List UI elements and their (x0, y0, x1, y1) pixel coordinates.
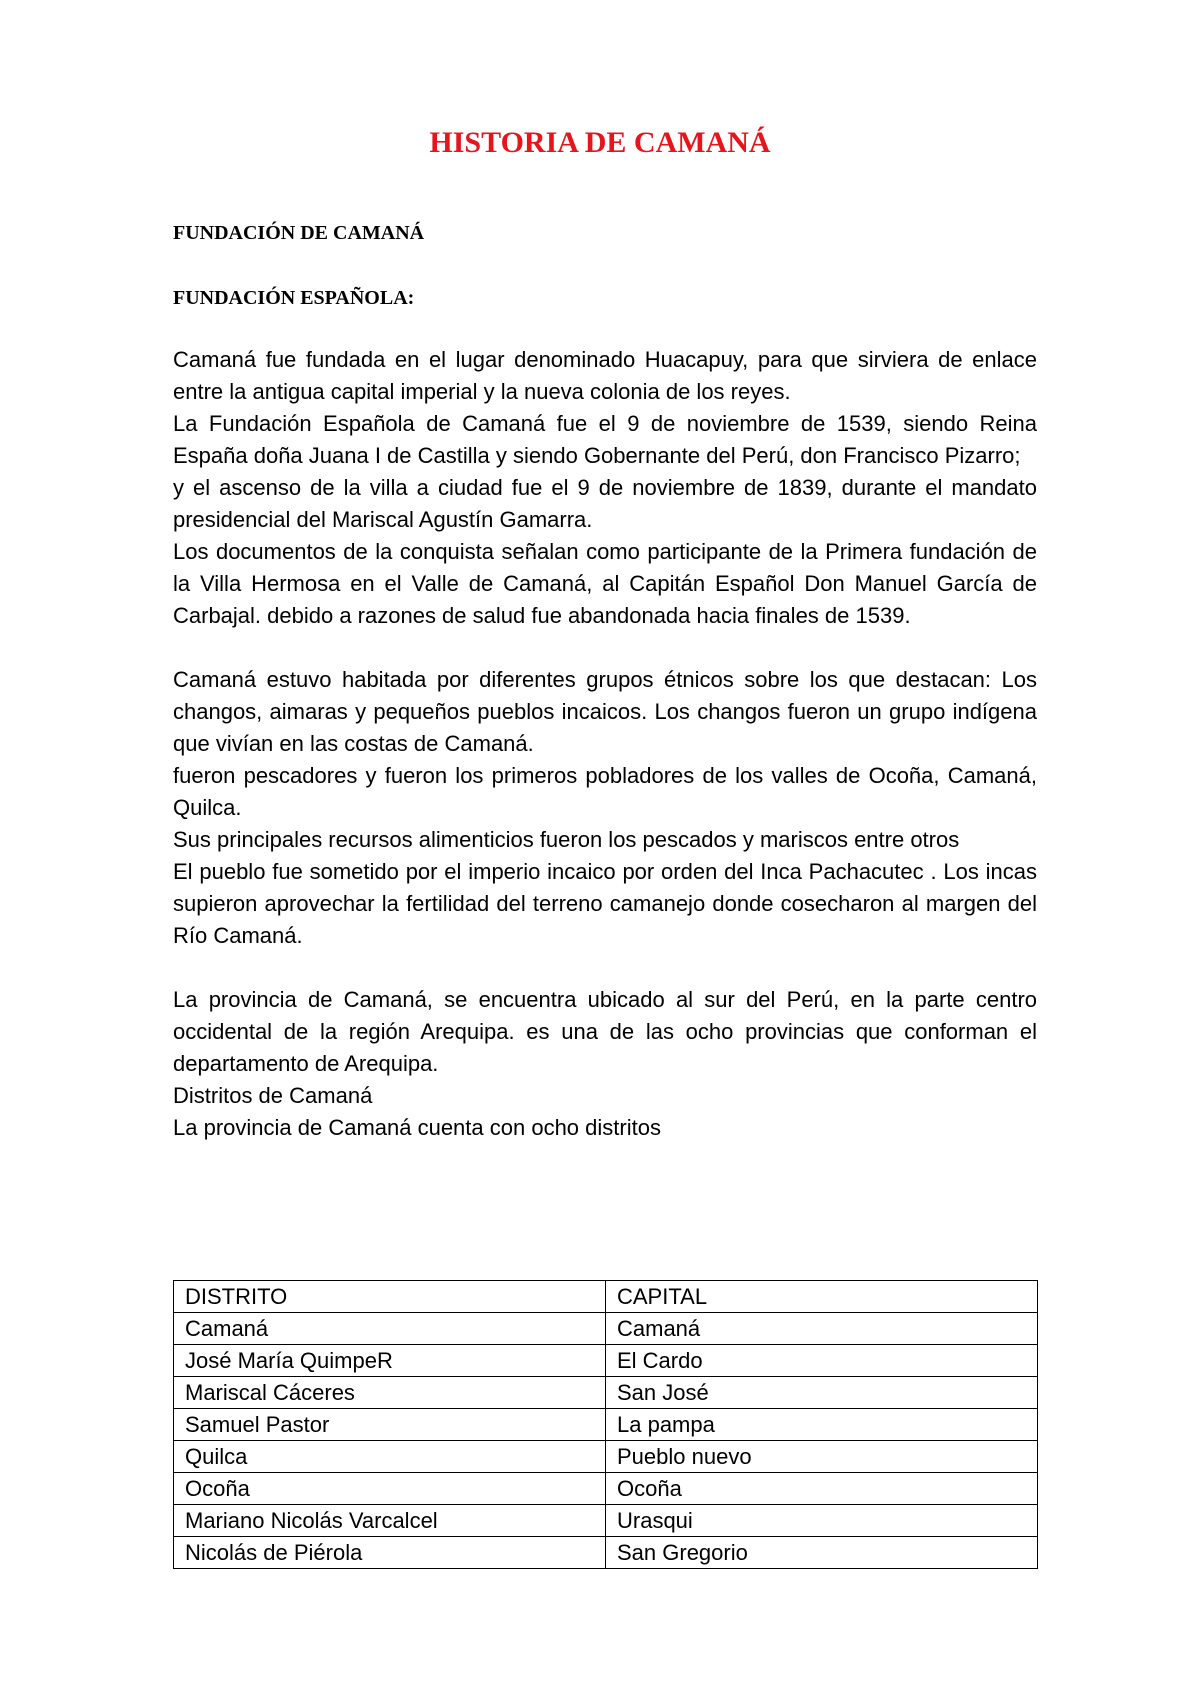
table-cell-distrito: Samuel Pastor (174, 1409, 606, 1441)
table-cell-distrito: Mariscal Cáceres (174, 1377, 606, 1409)
table-cell-distrito: Quilca (174, 1441, 606, 1473)
page-title: HISTORIA DE CAMANÁ (429, 126, 771, 159)
paragraph-distritos-title: Distritos de Camaná (173, 1083, 373, 1108)
table-cell-distrito: Mariano Nicolás Varcalcel (174, 1505, 606, 1537)
paragraph-huacapuy: Camaná fue fundada en el lugar denominado Huacapuy, para que sirviera de enlace entre la antigua capital imperial y la nueva colonia de los reyes. (173, 347, 1037, 404)
table-header-capital: CAPITAL (606, 1281, 1038, 1313)
table-cell-distrito: Ocoña (174, 1473, 606, 1505)
body-text (173, 344, 1037, 1144)
paragraph-ascenso-ciudad: y el ascenso de la villa a ciudad fue el 9 de noviembre de 1839, durante el mandato presidencial del Mariscal Agustín Gamarra. (173, 475, 1037, 532)
table-cell-capital: El Cardo (606, 1345, 1038, 1377)
table-cell-capital: Urasqui (606, 1505, 1038, 1537)
section-heading-fundacion: FUNDACIÓN DE CAMANÁ (173, 222, 425, 244)
paragraph-ocho-distritos: La provincia de Camaná cuenta con ocho distritos (173, 1115, 661, 1140)
table-row (174, 1473, 1038, 1505)
table-cell-capital: Camaná (606, 1313, 1038, 1345)
paragraph-grupos-etnicos: Camaná estuvo habitada por diferentes grupos étnicos sobre los que destacan: Los changos, aimaras y pequeños pueblos incaicos. Los changos fueron un grupo indígena que vivían en las costas de Camaná. (173, 667, 1037, 756)
table-cell-capital: Ocoña (606, 1473, 1038, 1505)
table-row (174, 1441, 1038, 1473)
table-row (174, 1409, 1038, 1441)
table-cell-distrito: Nicolás de Piérola (174, 1537, 606, 1569)
table-row (174, 1345, 1038, 1377)
table-row (174, 1313, 1038, 1345)
paragraph-imperio-incaico: El pueblo fue sometido por el imperio incaico por orden del Inca Pachacutec . Los incas supieron aprovechar la fertilidad del terreno camanejo donde cosecharon al margen del Río Camaná. (173, 859, 1037, 948)
paragraph-recursos: Sus principales recursos alimenticios fueron los pescados y mariscos entre otros (173, 827, 960, 852)
table-cell-capital: San José (606, 1377, 1038, 1409)
paragraph-provincia: La provincia de Camaná, se encuentra ubicado al sur del Perú, en la parte centro occidental de la región Arequipa. es una de las ocho provincias que conforman el departamento de Arequipa. (173, 987, 1037, 1076)
table-cell-capital: La pampa (606, 1409, 1038, 1441)
table-header-row (174, 1281, 1038, 1313)
table-row (174, 1505, 1038, 1537)
districts-table (173, 1280, 1038, 1569)
section-heading-fundacion-espanola: FUNDACIÓN ESPAÑOLA: (173, 287, 415, 309)
paragraph-pescadores: fueron pescadores y fueron los primeros pobladores de los valles de Ocoña, Camaná, Quilca. (173, 763, 1037, 820)
table-cell-distrito: Camaná (174, 1313, 606, 1345)
paragraph-documentos-conquista: Los documentos de la conquista señalan como participante de la Primera fundación de la Villa Hermosa en el Valle de Camaná, al Capitán Español Don Manuel García de Carbajal. debido a razones de salud fue abandonada hacia finales de 1539. (173, 539, 1037, 628)
table-cell-distrito: José María QuimpeR (174, 1345, 606, 1377)
table-cell-capital: San Gregorio (606, 1537, 1038, 1569)
paragraph-fundacion-espanola: La Fundación Española de Camaná fue el 9 de noviembre de 1539, siendo Reina España doña Juana I de Castilla y siendo Gobernante del Perú, don Francisco Pizarro; (173, 411, 1037, 468)
table-row (174, 1377, 1038, 1409)
table-row (174, 1537, 1038, 1569)
table-header-distrito: DISTRITO (174, 1281, 606, 1313)
table-cell-capital: Pueblo nuevo (606, 1441, 1038, 1473)
